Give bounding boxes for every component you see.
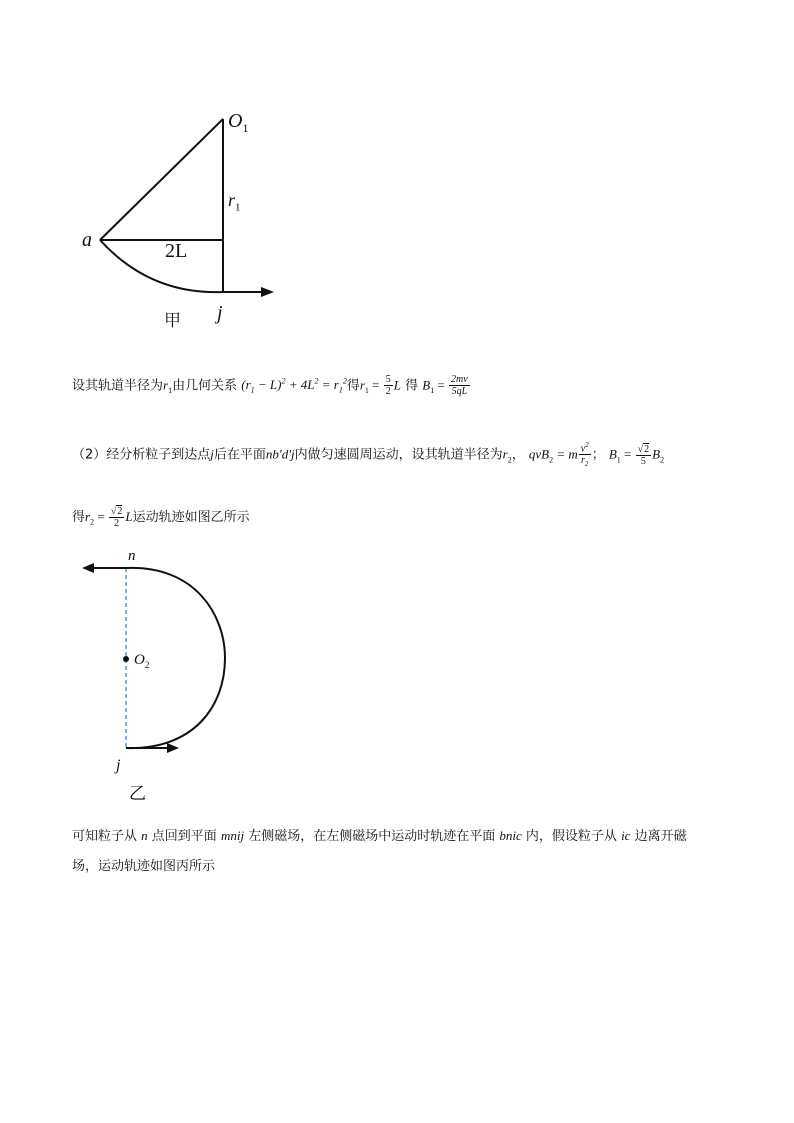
fraction-5-2: $\frac{5}{2}$: [385, 374, 391, 398]
label-O2: $O_2$: [134, 652, 150, 670]
line-3: 得$r_2$ = $\frac{√2}{2}$ L运动轨迹如图乙所示: [72, 506, 250, 529]
arrow-n-head: [82, 563, 94, 573]
figure-yi: [75, 555, 245, 765]
figure-yi-caption: 乙: [129, 784, 146, 804]
hypotenuse-line: [100, 119, 223, 240]
figure-jia-caption: 甲: [164, 311, 181, 331]
line-4: 可知粒子从 n 点回到平面 mnij 左侧磁场，在左侧磁场中运动时轨迹在平面 bnic 内，假设粒子从 ic 边离开磁: [72, 828, 687, 844]
fraction-sqrt2-5: $\frac{√2}{5}$: [637, 443, 650, 467]
line-1: 设其轨道半径为$r_1$由几何关系 $(r_1 - L)^2 + 4L^2 = r_1^2$得$r_1$ = $\frac{5}{2}$ L 得 $B_1$ = $\frac{2mv}{5qL}$: [72, 374, 468, 398]
label-n: n: [128, 548, 136, 564]
label-2L: 2L: [165, 240, 188, 262]
arrow-j-head: [167, 743, 179, 753]
label-j2: j: [116, 757, 121, 774]
line-2: （2）经分析粒子到达点j后在平面nb'd'j内做匀速圆周运动，设其轨道半径为$r_2$， qvB$_2$ = m $\frac{v^2}{r_2}$ ； $B_1$ = $\frac{√2}{5}$ $B_2$: [72, 441, 665, 469]
velocity-arrow-head: [261, 287, 274, 297]
fraction-sqrt2-2: $\frac{√2}{2}$: [110, 506, 123, 529]
label-a: a: [82, 229, 92, 251]
center-point-O2: [123, 656, 129, 662]
line-5: 场，运动轨迹如图丙所示: [72, 859, 216, 874]
fraction-2mv-5qL: $\frac{2mv}{5qL}$: [451, 374, 468, 398]
arc-a-to-j: [100, 240, 223, 292]
label-O1: $O_1$: [228, 110, 249, 135]
figure-jia: [70, 105, 290, 335]
label-j: j: [217, 302, 223, 324]
label-r1: $r_1$: [228, 190, 241, 214]
fraction-v2-r2: $\frac{v^2}{r_2}$: [580, 441, 589, 469]
